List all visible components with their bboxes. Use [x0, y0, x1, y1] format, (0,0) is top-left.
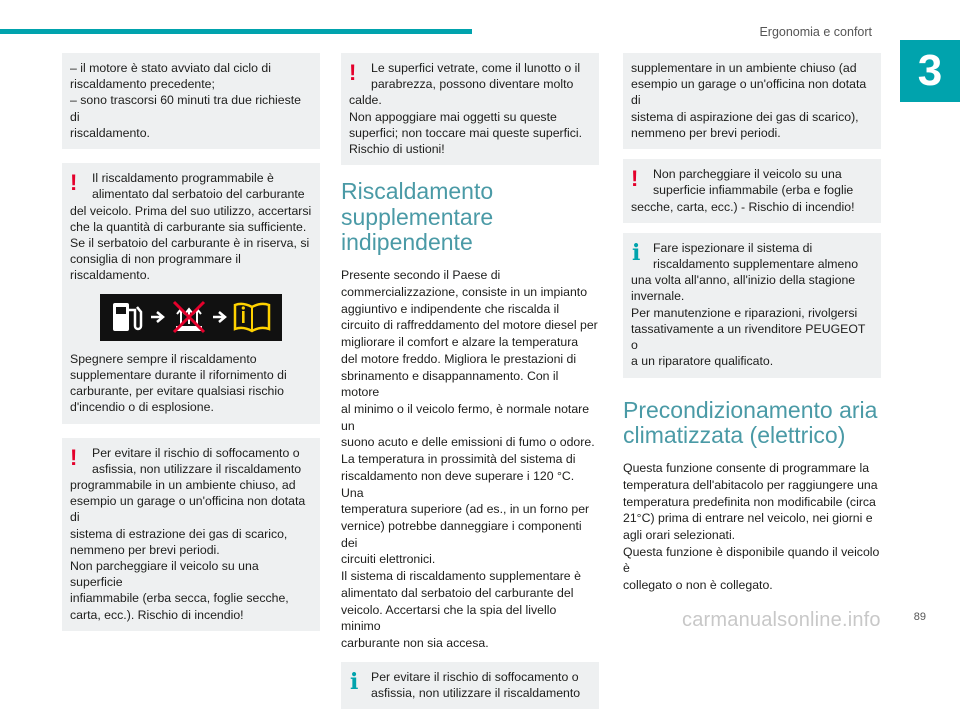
text-line: Questa funzione consente di programmare la: [623, 461, 870, 476]
intro-box: [62, 53, 320, 149]
watermark: carmanualsonline.info: [682, 609, 881, 631]
text-line: superficie infiammabile (erba e foglie: [653, 183, 854, 198]
text-line: – il motore è stato avviato dal ciclo di: [70, 61, 271, 75]
text-line: del veicolo. Prima del suo utilizzo, accertarsi: [70, 203, 312, 218]
text-line: temperatura predefinita non modificabile (circa: [623, 494, 876, 509]
text-line: Non parcheggiare il veicolo su una superficie: [70, 559, 259, 590]
warning-exclamation-icon: !: [70, 444, 78, 470]
text-line: una volta all'anno, all'inizio della stagione: [631, 273, 856, 288]
continued-box: [623, 53, 881, 149]
heading-line: indipendente: [341, 228, 473, 255]
text-line: infiammabile (erba secca, foglie secche,: [70, 591, 289, 606]
text-line: migliorare il comfort e alzare la temperatura: [341, 335, 579, 350]
column-3: [623, 53, 881, 602]
text-line: asfissia, non utilizzare il riscaldamento: [92, 461, 302, 476]
text-line: carburante non sia accesa.: [341, 636, 489, 651]
text-line: esempio un garage o un'officina non dotata di: [70, 494, 306, 525]
info-icon: i: [350, 668, 359, 695]
info-icon: i: [632, 239, 641, 266]
text-line: riscaldamento precedente;: [70, 77, 215, 92]
text-line: vernice) potrebbe danneggiare i componenti dei: [341, 518, 582, 550]
asphyxia-info-box: [341, 662, 599, 709]
chapter-number-tab: 3: [900, 40, 960, 102]
text-line: Rischio di ustioni!: [349, 142, 445, 157]
text-line: Se il serbatoio del carburante è in riserva, si: [70, 235, 310, 250]
warning-exclamation-icon: !: [631, 166, 639, 192]
text-line: sistema di estrazione dei gas di scarico,: [70, 526, 288, 541]
text-line: supplementare durante il rifornimento di: [70, 367, 287, 382]
text-line: sistema di aspirazione dei gas di scarico),: [631, 109, 859, 124]
text-line: parabrezza, possono diventare molto: [371, 77, 574, 92]
text-line: veicolo. Accertarsi che la spia del livello minimo: [341, 602, 557, 634]
fuel-pump-icon: [110, 300, 146, 334]
text-line: calde.: [349, 93, 382, 108]
text-line: Spegnere sempre il riscaldamento: [70, 351, 257, 366]
body-paragraph: [341, 267, 599, 652]
text-line: suono acuto e delle emissioni di fumo o odore.: [341, 435, 595, 450]
text-line: carburante, per evitare qualsiasi rischio: [70, 384, 284, 399]
section-heading-preconditioning: [623, 398, 881, 449]
column-2: [341, 53, 599, 717]
fuel-warning-box: [62, 163, 320, 423]
text-line: Non appoggiare mai oggetti su queste: [349, 109, 557, 124]
text-line: riscaldamento non deve superare i 120 °C. Una: [341, 468, 575, 500]
section-heading-independent-heater: [341, 179, 599, 255]
warning-exclamation-icon: !: [70, 170, 78, 196]
text-line: riscaldamento supplementare almeno: [653, 256, 859, 271]
text-line: invernale.: [631, 289, 685, 304]
hot-glass-warning-box: [341, 53, 599, 165]
text-line: secche, carta, ecc.) - Rischio di incendio!: [631, 199, 855, 214]
asphyxia-warning-box: [62, 438, 320, 631]
text-line: aggiuntivo e indipendente che riscalda il: [341, 301, 560, 316]
text-line: Questa funzione è disponibile quando il veicolo è: [623, 544, 880, 576]
text-line: commercializzazione, consiste in un impianto: [341, 284, 588, 299]
column-1: [62, 53, 320, 639]
manual-book-icon: [232, 300, 272, 334]
heading-line: climatizzata (elettrico): [623, 421, 846, 448]
header-accent-bar: [0, 29, 472, 34]
text-line: esempio un garage o un'officina non dotata di: [631, 77, 867, 108]
section-title: Ergonomia e confort: [759, 25, 872, 39]
arrow-icon: [149, 309, 167, 325]
text-line: consiglia di non programmare il: [70, 252, 241, 267]
text-line: Le superfici vetrate, come il lunotto o il: [371, 61, 581, 75]
text-line: riscaldamento.: [70, 125, 150, 140]
text-line: alimentato dal serbatoio del carburante: [92, 187, 305, 202]
text-line: alimentato dal serbatoio del carburante del: [341, 585, 574, 600]
text-line: Per manutenzione e riparazioni, rivolgersi: [631, 305, 858, 320]
text-line: che la quantità di carburante sia sufficiente.: [70, 219, 307, 234]
text-line: 21°C) prima di entrare nel veicolo, nei giorni e: [623, 511, 873, 526]
text-line: circuito di raffreddamento del motore diesel per: [341, 318, 598, 333]
text-line: temperatura dell'abitacolo per raggiungere una: [623, 477, 878, 492]
text-line: supplementare in un ambiente chiuso (ad: [631, 61, 857, 75]
text-line: riscaldamento.: [70, 268, 150, 283]
text-line: sbrinamento e disappannamento. Con il motore: [341, 368, 559, 400]
text-line: Fare ispezionare il sistema di: [653, 240, 813, 255]
text-line: Non parcheggiare il veicolo su una: [653, 167, 842, 182]
text-line: Il sistema di riscaldamento supplementare è: [341, 569, 581, 584]
text-line: nemmeno per brevi periodi.: [70, 542, 220, 557]
text-line: al minimo o il veicolo fermo, è normale notare un: [341, 401, 590, 433]
refuel-pictogram: [100, 294, 282, 341]
text-line: collegato o non è collegato.: [623, 578, 773, 593]
text-line: superfici; non toccare mai queste superfici.: [349, 125, 583, 140]
text-line: carta, ecc.). Rischio di incendio!: [70, 607, 244, 622]
heading-line: Riscaldamento: [341, 178, 494, 205]
no-heater-icon: [170, 298, 208, 336]
flammable-surface-warning-box: [623, 159, 881, 223]
text-line: agli orari selezionati.: [623, 527, 736, 542]
heading-line: Precondizionamento aria: [623, 396, 878, 423]
text-line: asfissia, non utilizzare il riscaldamento: [371, 685, 581, 700]
text-line: circuiti elettronici.: [341, 552, 436, 567]
text-line: del motore freddo. Migliora le prestazioni di: [341, 351, 577, 366]
heading-line: supplementare: [341, 203, 494, 230]
text-line: nemmeno per brevi periodi.: [631, 125, 781, 140]
text-line: d'incendio o di esplosione.: [70, 400, 214, 415]
text-line: programmabile in un ambiente chiuso, ad: [70, 477, 296, 492]
text-line: – sono trascorsi 60 minuti tra due richieste di: [70, 93, 302, 124]
text-line: temperatura superiore (ad es., in un forno per: [341, 502, 590, 517]
text-line: La temperatura in prossimità del sistema di: [341, 452, 576, 467]
body-paragraph: [623, 460, 881, 594]
text-line: Per evitare il rischio di soffocamento o: [371, 669, 579, 684]
warning-exclamation-icon: !: [349, 60, 357, 85]
text-line: tassativamente a un rivenditore PEUGEOT o: [631, 321, 866, 353]
page-number: 89: [913, 611, 926, 623]
text-line: a un riparatore qualificato.: [631, 354, 774, 369]
inspection-info-box: [623, 233, 881, 378]
text-line: Il riscaldamento programmabile è: [92, 171, 274, 186]
text-line: Presente secondo il Paese di: [341, 268, 501, 283]
text-line: Per evitare il rischio di soffocamento o: [92, 445, 300, 460]
arrow-icon: [211, 309, 229, 325]
